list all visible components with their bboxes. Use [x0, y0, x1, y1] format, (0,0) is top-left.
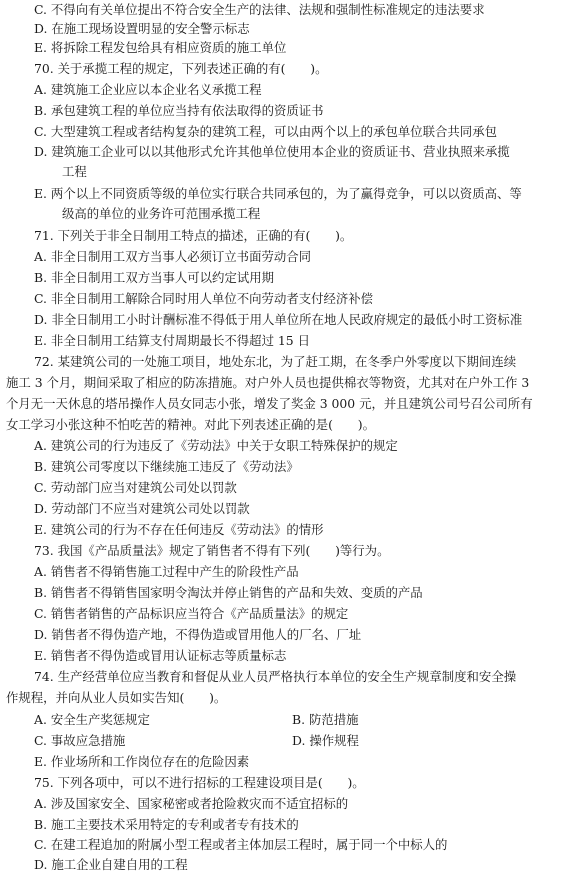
- question-74-cont: 作规程，并向从业人员如实告知( )。: [6, 690, 227, 705]
- option-74-row-2: [0, 731, 580, 751]
- option-70d-cont: 工程: [62, 164, 87, 179]
- option-73e: E. 销售者不得伪造或冒用认证标志等质量标志: [34, 648, 287, 663]
- question-72-cont-1: 施工 3 个月，期间采取了相应的防冻措施。对户外人员也提供棉衣等物资，尤其对在户外工作 3: [6, 375, 530, 390]
- option-73d: D. 销售者不得伪造产地，不得伪造或冒用他人的厂名、厂址: [34, 627, 362, 642]
- option-69c: C. 不得向有关单位提出不符合安全生产的法律、法规和强制性标准规定的违法要求: [34, 2, 485, 17]
- option-72b: B. 建筑公司零度以下继续施工违反了《劳动法》: [34, 459, 299, 474]
- option-74b: B. 防范措施: [292, 712, 359, 727]
- question-75: 75. 下列各项中，可以不进行招标的工程建设项目是( )。: [34, 775, 365, 790]
- option-73a: A. 销售者不得销售施工过程中产生的阶段性产品: [34, 564, 299, 579]
- option-71e: E. 非全日制用工结算支付周期最长不得超过 15 日: [34, 333, 310, 348]
- option-71b: B. 非全日制用工双方当事人可以约定试用期: [34, 270, 275, 285]
- question-71: 71. 下列关于非全日制用工特点的描述，正确的有( )。: [34, 228, 353, 243]
- option-70a: A. 建筑施工企业应以本企业名义承揽工程: [34, 82, 262, 97]
- option-72e: E. 建筑公司的行为不存在任何违反《劳动法》的情形: [34, 522, 324, 537]
- option-74d: D. 操作规程: [292, 733, 359, 748]
- option-75a: A. 涉及国家安全、国家秘密或者抢险救灾而不适宜招标的: [34, 796, 349, 811]
- option-74c: C. 事故应急措施: [34, 733, 126, 748]
- question-74: 74. 生产经营单位应当教育和督促从业人员严格执行本单位的安全生产规章制度和安全操: [34, 669, 517, 684]
- option-70b: B. 承包建筑工程的单位应当持有依法取得的资质证书: [34, 103, 324, 118]
- option-74-row-1: [0, 710, 580, 730]
- option-75d: D. 施工企业自建自用的工程: [34, 857, 188, 872]
- option-72a: A. 建筑公司的行为违反了《劳动法》中关于女职工特殊保护的规定: [34, 438, 398, 453]
- option-73c: C. 销售者销售的产品标识应当符合《产品质量法》的规定: [34, 606, 349, 621]
- question-70: 70. 关于承揽工程的规定，下列表述正确的有( )。: [34, 61, 328, 76]
- option-72d: D. 劳动部门不应当对建筑公司处以罚款: [34, 501, 250, 516]
- option-70c: C. 大型建筑工程或者结构复杂的建筑工程，可以由两个以上的承包单位联合共同承包: [34, 124, 497, 139]
- option-71a: A. 非全日制用工双方当事人必须订立书面劳动合同: [34, 249, 312, 264]
- question-73: 73. 我国《产品质量法》规定了销售者不得有下列( )等行为。: [34, 543, 390, 558]
- option-73b: B. 销售者不得销售国家明令淘汰并停止销售的产品和失效、变质的产品: [34, 585, 423, 600]
- question-72-cont-3: 女工学习小张这种不怕吃苦的精神。对此下列表述正确的是( )。: [6, 417, 375, 432]
- option-75b: B. 施工主要技术采用特定的专利或者专有技术的: [34, 817, 299, 832]
- option-72c: C. 劳动部门应当对建筑公司处以罚款: [34, 480, 237, 495]
- option-69d: D. 在施工现场设置明显的安全警示标志: [34, 21, 250, 36]
- option-71c: C. 非全日制用工解除合同时用人单位不向劳动者支付经济补偿: [34, 291, 374, 306]
- option-74e: E. 作业场所和工作岗位存在的危险因素: [34, 754, 250, 769]
- option-70e-cont: 级高的单位的业务许可范围承揽工程: [62, 206, 261, 221]
- question-72: 72. 某建筑公司的一处施工项目，地处东北，为了赶工期，在冬季户外零度以下期间连续: [34, 354, 517, 369]
- option-74a: A. 安全生产奖惩规定: [34, 712, 150, 727]
- question-72-cont-2: 个月无一天休息的塔吊操作人员女同志小张，增发了奖金 3 000 元，并且建筑公司号召公司所有: [6, 396, 533, 411]
- option-70d: D. 建筑施工企业可以以其他形式允许其他单位使用本企业的资质证书、营业执照来承揽: [34, 144, 510, 159]
- option-71d: D. 非全日制用工小时计酬标准不得低于用人单位所在地人民政府规定的最低小时工资标准: [34, 312, 523, 327]
- option-75c: C. 在建工程追加的附属小型工程或者主体加层工程时，属于同一个中标人的: [34, 837, 448, 852]
- option-70e: E. 两个以上不同资质等级的单位实行联合共同承包的，为了赢得竞争，可以以资质高、等: [34, 186, 522, 201]
- option-69e: E. 将拆除工程发包给具有相应资质的施工单位: [34, 40, 287, 55]
